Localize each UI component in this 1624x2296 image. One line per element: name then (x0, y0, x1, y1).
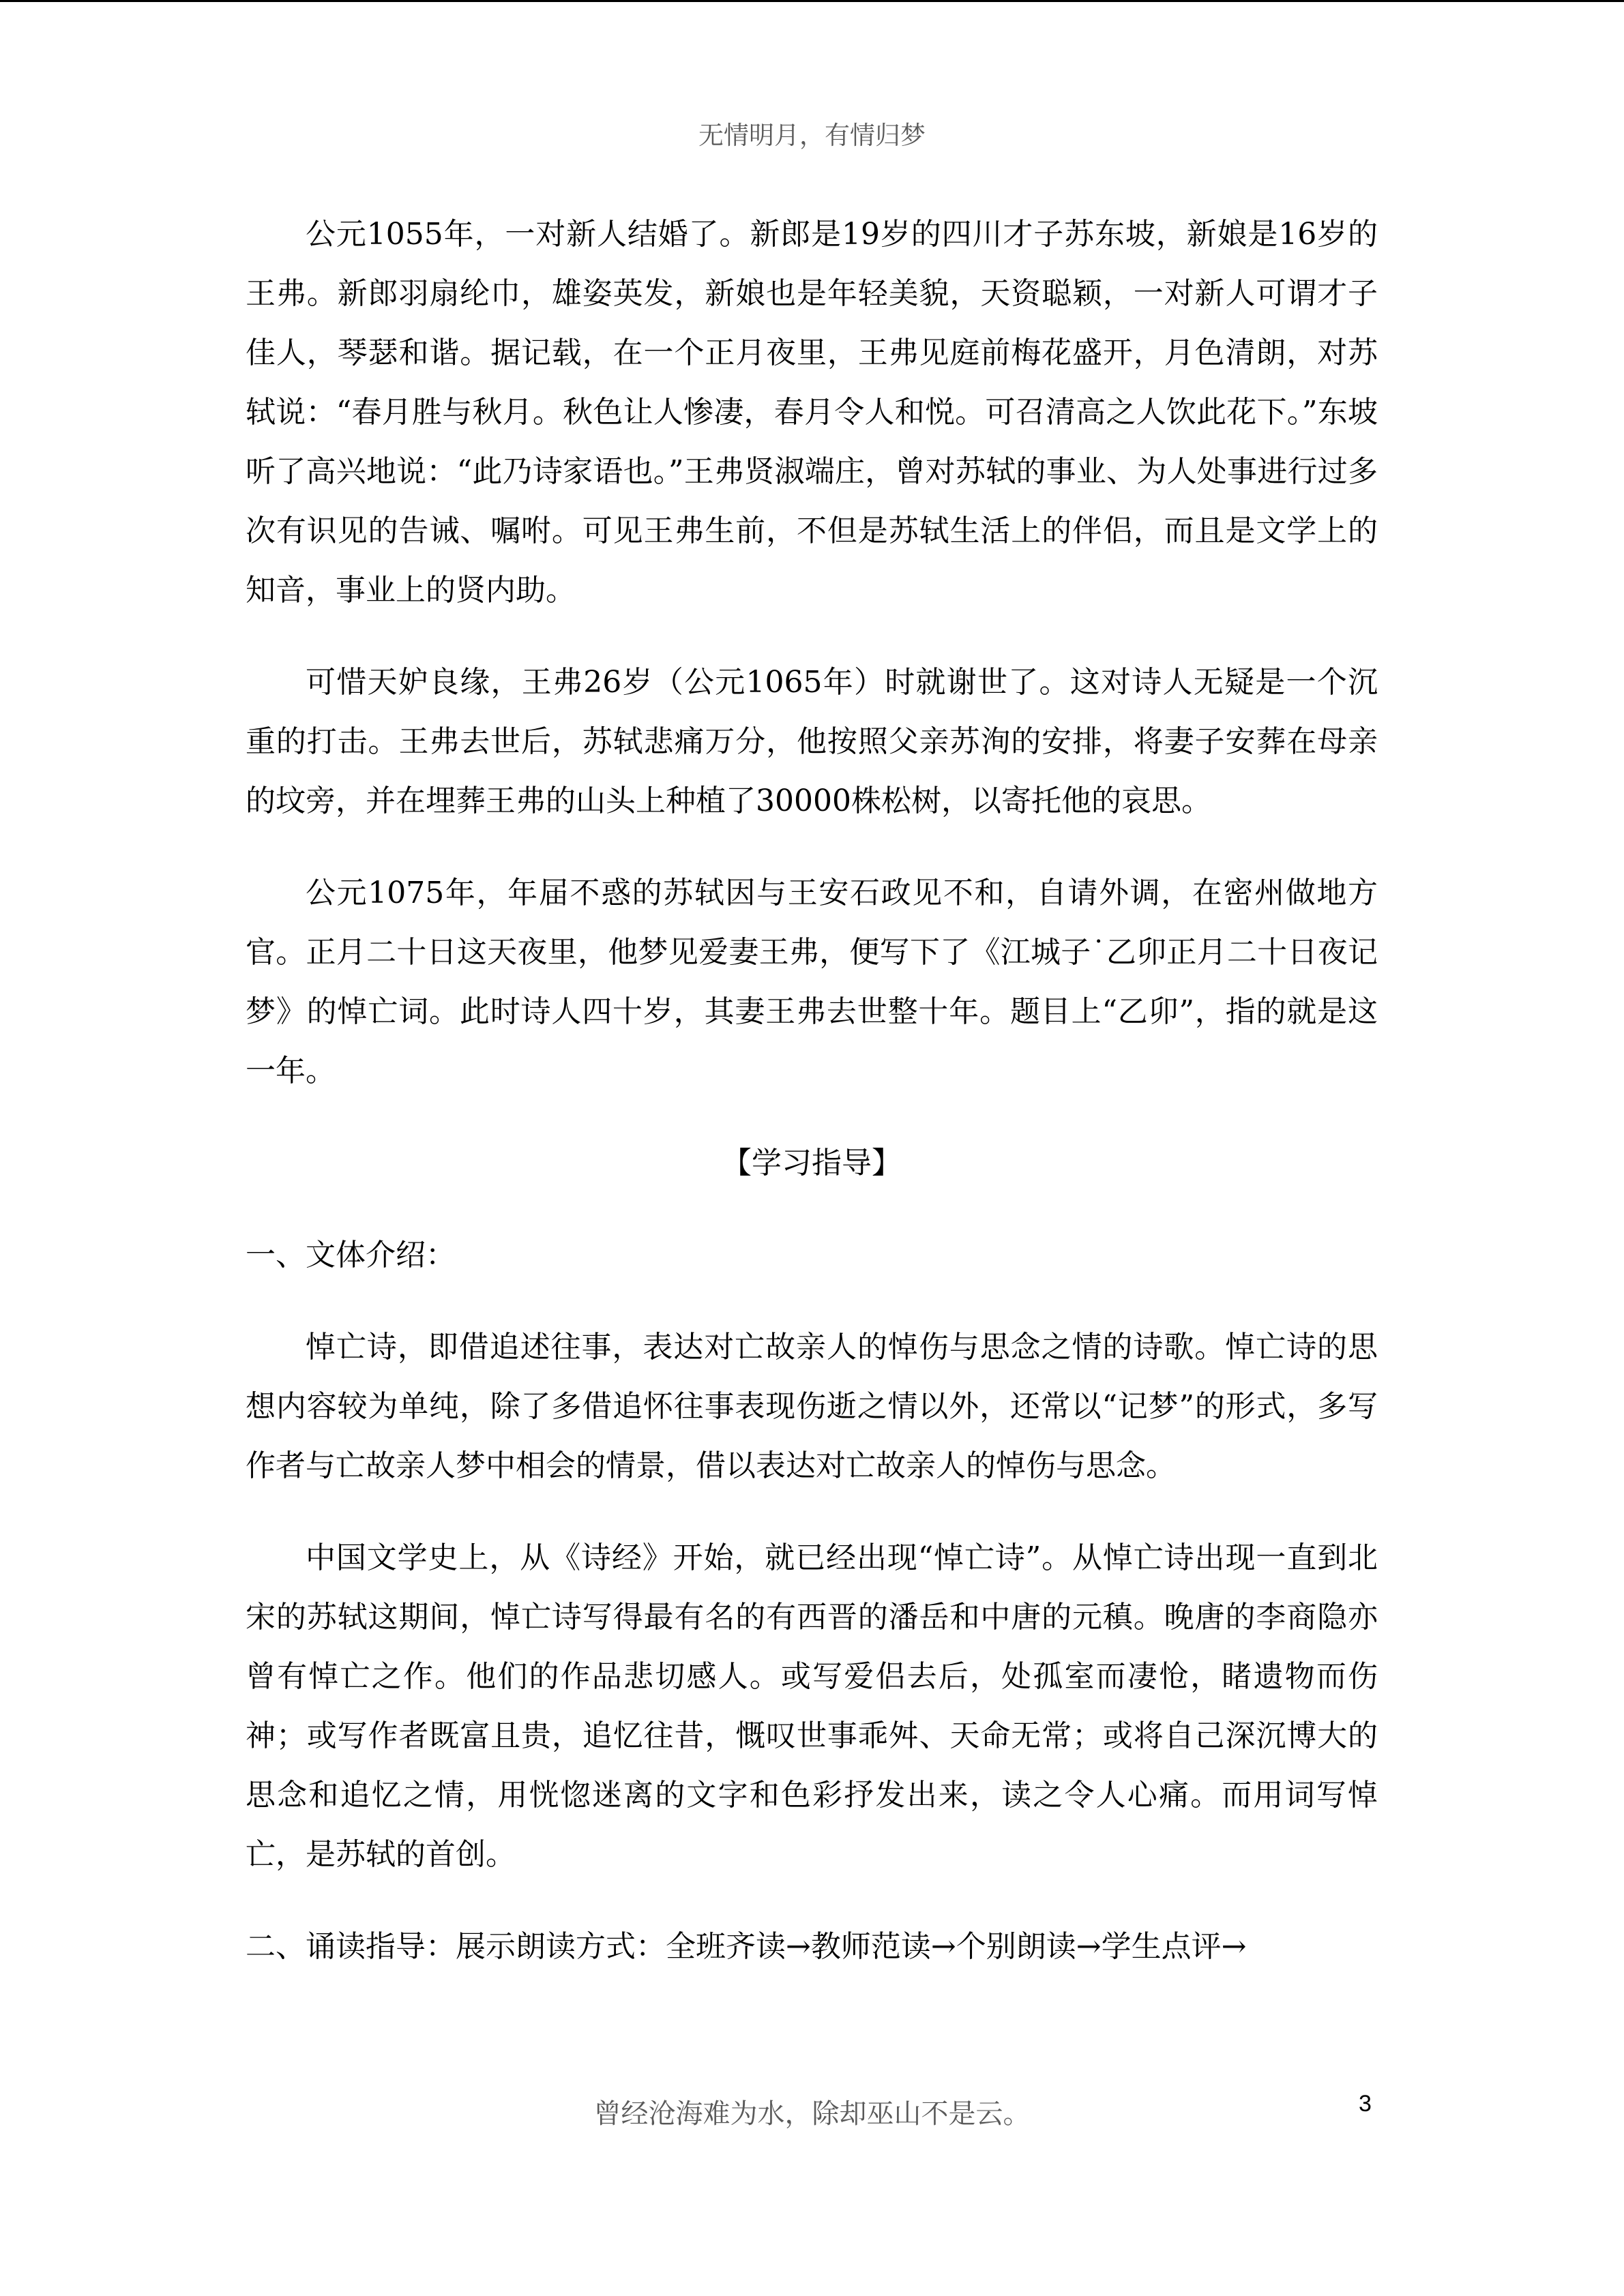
top-border-line (0, 0, 1624, 2)
paragraph-elegy-definition: 悼亡诗，即借追述往事，表达对亡故亲人的悼伤与思念之情的诗歌。悼亡诗的思想内容较为单纯，除了多借追怀往事表现伤逝之情以外，还常以“记梦”的形式，多写作者与亡故亲人梦中相会的情景，借以表达对亡故亲人的悼伤与思念。 (246, 1330, 1378, 1483)
subheading-genre: 一、文体介绍： (246, 1238, 456, 1272)
section-heading: 【学习指导】 (722, 1146, 902, 1180)
page-header: 无情明月，有情归梦 (698, 121, 926, 150)
subheading-reading: 二、诵读指导：展示朗读方式：全班齐读→教师范读→个别朗读→学生点评→ (246, 1929, 1247, 1964)
page-footer: 曾经沧海难为水，除却巫山不是云。 (593, 2098, 1031, 2130)
paragraph-elegy-history: 中国文学史上，从《诗经》开始，就已经出现“悼亡诗”。从悼亡诗出现一直到北宋的苏轼这期间，悼亡诗写得最有名的有西晋的潘岳和中唐的元稹。晚唐的李商隐亦曾有悼亡之作。他们的作品悲切感人。或写爱侣去后，处孤室而凄怆，睹遗物而伤神；或写作者既富且贵，追忆往昔，慨叹世事乖舛、天命无常；或将自己深沉博大的思念和追忆之情，用恍惚迷离的文字和色彩抒发出来，读之令人心痛。而用词写悼亡，是苏轼的首创。 (246, 1540, 1378, 1872)
page-number: 3 (1359, 2091, 1372, 2117)
paragraph-death: 可惜天妒良缘，王弗26岁（公元1065年）时就谢世了。这对诗人无疑是一个沉重的打击。王弗去世后，苏轼悲痛万分，他按照父亲苏洵的安排，将妻子安葬在母亲的坟旁，并在埋葬王弗的山头上种植了30000株松树，以寄托他的哀思。 (246, 665, 1378, 818)
paragraph-marriage: 公元1055年，一对新人结婚了。新郎是19岁的四川才子苏东坡，新娘是16岁的王弗。新郎羽扇纶巾，雄姿英发，新娘也是年轻美貌，天资聪颖，一对新人可谓才子佳人，琴瑟和谐。据记载，在一个正月夜里，王弗见庭前梅花盛开，月色清朗，对苏轼说：“春月胜与秋月。秋色让人惨凄，春月令人和悦。可召清高之人饮此花下。”东坡听了高兴地说：“此乃诗家语也。”王弗贤淑端庄，曾对苏轼的事业、为人处事进行过多次有识见的告诫、嘱咐。可见王弗生前，不但是苏轼生活上的伴侣，而且是文学上的知音，事业上的贤内助。 (246, 217, 1378, 608)
paragraph-dream: 公元1075年，年届不惑的苏轼因与王安石政见不和，自请外调，在密州做地方官。正月二十日这天夜里，他梦见爱妻王弗，便写下了《江城子˙乙卯正月二十日夜记梦》的悼亡词。此时诗人四十岁，其妻王弗去世整十年。题目上“乙卯”，指的就是这一年。 (246, 876, 1378, 1088)
document-body (246, 205, 1378, 2009)
